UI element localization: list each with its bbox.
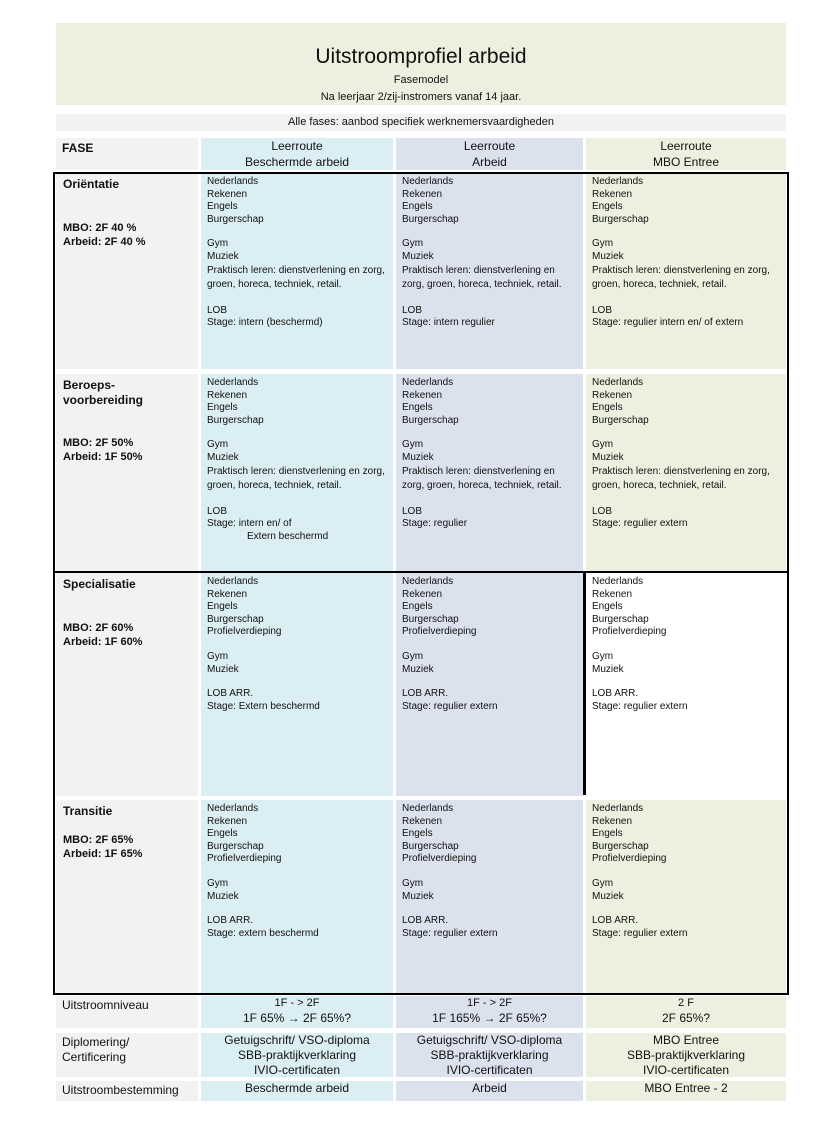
subject-item: Muziek [402,890,434,902]
phase-label [56,173,198,369]
route-cell-arbeid [396,573,583,796]
subject-item: Profielverdieping [402,853,477,865]
phase-stat-arbeid: Arbeid: 1F 60% [63,636,143,648]
subject-item: Burgerschap [207,213,264,225]
lob-item: LOB ARR. [402,915,449,927]
praktisch-leren-text: Praktisch leren: dienstverlening en zorg, groen, horeca, techniek, retail. [592,465,770,492]
lob-item: LOB [402,304,423,316]
subject-item: Muziek [207,451,239,463]
outcome-cell-mbo [586,996,786,1028]
subject-item: Rekenen [207,588,248,600]
subject-item: Nederlands [402,803,454,814]
route-header-mbo [586,138,786,170]
stage-item: Stage: regulier extern [592,927,688,939]
subject-item: Muziek [592,663,624,675]
outcome-cell-mbo [586,1033,786,1077]
stage-item: Stage: extern beschermd [207,927,319,939]
route-header-arbeid [396,138,583,170]
outcome-cell-arbeid [396,996,583,1028]
subject-item: Burgerschap [402,414,459,426]
stage-item: Stage: regulier extern [592,518,688,530]
route-cell-beschermde [201,173,393,369]
outcome-cell-mbo [586,1081,786,1101]
subject-item: Muziek [207,663,239,675]
subject-item: Muziek [207,890,239,902]
subject-item: Muziek [402,451,434,463]
subject-item: Muziek [592,890,624,902]
subject-item: Gym [592,877,614,889]
subject-item: Burgerschap [207,840,264,852]
subject-item: Nederlands [207,176,259,187]
subject-item: Burgerschap [592,213,649,225]
subject-item: Engels [207,402,238,414]
subject-item: Burgerschap [207,613,264,625]
subject-item: Engels [592,402,623,414]
subject-item: Gym [592,238,614,250]
subject-item: Gym [402,877,424,889]
route-cell-arbeid [396,800,583,994]
phase-label [56,800,198,994]
outcome-cell-arbeid [396,1033,583,1077]
praktisch-leren-text: Praktisch leren: dienstverlening en zorg, groen, horeca, techniek, retail. [207,264,385,291]
route-header-line1: Leerroute [463,139,516,153]
subject-item: Rekenen [592,188,633,200]
subject-item: Burgerschap [402,213,459,225]
phase-name: Specialisatie [63,577,136,591]
subject-item: Profielverdieping [592,853,667,865]
subject-item: Nederlands [402,576,454,587]
route-header-beschermde [201,138,393,170]
subject-item: Engels [592,201,623,213]
outcome-line: 2 F [678,997,694,1009]
lob-item: LOB ARR. [402,688,449,700]
subject-item: Nederlands [402,176,454,187]
phase-name-line2: voorbereiding [63,393,144,407]
outcome-label: Diplomering/ Certificering [56,1033,198,1077]
subject-item: Nederlands [207,377,259,388]
outcome-line: Arbeid [472,1081,507,1095]
stage-item: Stage: intern regulier [402,317,495,329]
outcome-line: 1F - > 2F [467,997,512,1009]
subject-item: Nederlands [402,377,454,388]
route-cell-arbeid [396,374,583,571]
phase-stat-mbo: MBO: 2F 50% [63,437,134,449]
subject-item: Rekenen [207,815,248,827]
subject-item: Nederlands [592,803,644,814]
subject-item: Nederlands [592,377,644,388]
subject-item: Engels [402,601,433,613]
outcome-cell-arbeid [396,1081,583,1101]
stage-item: Stage: regulier extern [402,700,498,712]
outcome-line: MBO Entree - 2 [644,1081,728,1095]
subject-item: Engels [402,402,433,414]
subject-item: Burgerschap [592,414,649,426]
stage-item: Stage: regulier [402,518,468,530]
subject-item: Rekenen [402,588,443,600]
subject-item: Engels [592,601,623,613]
stage-item: Stage: Extern beschermd [207,700,320,712]
subject-item: Burgerschap [592,613,649,625]
subject-item: Rekenen [207,389,248,401]
subject-item: Burgerschap [207,414,264,426]
stage-item-cont: Extern beschermd [247,530,329,542]
subject-item: Engels [207,601,238,613]
outcome-line: MBO Entree [652,1033,720,1047]
route-cell-mbo [586,573,786,796]
route-header-line1: Leerroute [660,139,712,153]
lob-item: LOB [592,505,613,517]
route-header-line2: MBO Entree [652,155,720,169]
stage-item: Stage: intern (beschermd) [207,317,323,329]
stage-item: Stage: regulier extern [402,927,498,939]
subject-item: Rekenen [402,188,443,200]
outcome-line: SBB-praktijkverklaring [237,1048,357,1062]
subject-item: Muziek [402,663,434,675]
stage-item: Stage: intern en/ of [207,518,292,530]
route-header-line2: Arbeid [472,155,507,169]
praktisch-leren-text: Praktisch leren: dienstverlening en zorg, groen, horeca, techniek, retail. [402,465,562,492]
stage-item: Stage: regulier extern [592,700,688,712]
phase-stat-arbeid: Arbeid: 2F 40 % [63,236,146,248]
route-header-line1: Leerroute [271,139,323,153]
subject-item: Burgerschap [402,840,459,852]
phase-stat-arbeid: Arbeid: 1F 65% [63,848,143,860]
outcome-line: IVIO-certificaten [642,1063,730,1077]
outcome-label: Uitstroombestemming [56,1081,198,1101]
divider-line [53,571,789,573]
subject-item: Rekenen [592,588,633,600]
lob-item: LOB [402,505,423,517]
outcome-line: 1F 165% → 2F 65%? [432,1011,547,1025]
phase-stat-mbo: MBO: 2F 65% [63,834,134,846]
subject-item: Profielverdieping [207,626,282,638]
lob-item: LOB [207,304,228,316]
praktisch-leren-text: Praktisch leren: dienstverlening en zorg, groen, horeca, techniek, retail. [402,264,562,291]
subject-item: Nederlands [592,576,644,587]
subject-item: Nederlands [592,176,644,187]
route-cell-beschermde [201,374,393,571]
subject-item: Burgerschap [592,840,649,852]
outcome-line: Getuigschrift/ VSO-diploma [224,1033,370,1047]
subject-item: Engels [207,828,238,840]
phase-stat-mbo: MBO: 2F 60% [63,622,134,634]
mbo-column-divider [583,571,586,795]
outcome-line: Getuigschrift/ VSO-diploma [416,1033,563,1047]
outcome-cell-beschermde [201,996,393,1028]
subject-item: Nederlands [207,576,259,587]
subject-item: Rekenen [592,815,633,827]
subject-item: Muziek [592,451,624,463]
fase-header: FASE [56,138,198,170]
subject-item: Engels [402,828,433,840]
lob-item: LOB [592,304,613,316]
outcome-line: 2F 65%? [661,1011,711,1025]
lob-item: LOB ARR. [592,688,639,700]
route-cell-mbo [586,374,786,571]
praktisch-leren-text: Praktisch leren: dienstverlening en zorg, groen, horeca, techniek, retail. [207,465,385,492]
outcome-line: Beschermde arbeid [244,1081,350,1095]
subject-item: Burgerschap [402,613,459,625]
phase-label [56,573,198,796]
subject-item: Profielverdieping [402,626,477,638]
route-cell-beschermde [201,573,393,796]
route-cell-mbo [586,800,786,994]
page-note: Na leerjaar 2/zij-instromers vanaf 14 jaar. [320,91,522,103]
phase-name: Transitie [63,804,113,818]
lob-item: LOB ARR. [592,915,639,927]
subject-item: Rekenen [402,389,443,401]
praktisch-leren-text: Praktisch leren: dienstverlening en zorg, groen, horeca, techniek, retail. [592,264,770,291]
page-subtitle: Fasemodel [393,74,449,86]
stage-item: Stage: regulier intern en/ of extern [592,317,744,329]
lob-item: LOB ARR. [207,915,254,927]
all-phases-banner: Alle fases: aanbod specifiek werknemersvaardigheden [56,114,786,131]
lob-item: LOB [207,505,228,517]
subject-item: Rekenen [592,389,633,401]
subject-item: Engels [592,828,623,840]
outcome-line: IVIO-certificaten [253,1063,341,1077]
title-block [56,23,786,105]
phase-stat-mbo: MBO: 2F 40 % [63,222,137,234]
subject-item: Gym [207,238,229,250]
subject-item: Gym [207,650,229,662]
subject-item: Nederlands [207,803,259,814]
subject-item: Gym [402,238,424,250]
outcome-label: Uitstroomniveau [56,996,198,1028]
outcome-line: 1F 65% → 2F 65%? [242,1011,352,1025]
outcome-line: IVIO-certificaten [446,1063,533,1077]
outcome-line: SBB-praktijkverklaring [430,1048,549,1062]
lob-item: LOB ARR. [207,688,254,700]
outcome-line: SBB-praktijkverklaring [626,1048,746,1062]
subject-item: Gym [592,439,614,451]
subject-item: Gym [402,650,424,662]
subject-item: Muziek [402,250,434,262]
subject-item: Engels [402,201,433,213]
outcome-cell-beschermde [201,1033,393,1077]
subject-item: Gym [207,439,229,451]
route-cell-beschermde [201,800,393,994]
subject-item: Gym [592,650,614,662]
route-cell-mbo [586,173,786,369]
phase-label [56,374,198,571]
subject-item: Gym [402,439,424,451]
phase-name: Oriëntatie [63,177,120,191]
outcome-line: 1F - > 2F [274,997,320,1009]
phase-stat-arbeid: Arbeid: 1F 50% [63,451,143,463]
route-header-line2: Beschermde arbeid [244,155,350,169]
subject-item: Profielverdieping [207,853,282,865]
subject-item: Gym [207,877,229,889]
outcome-cell-beschermde [201,1081,393,1101]
phase-name: Beroeps- [63,378,116,392]
subject-item: Engels [207,201,238,213]
subject-item: Rekenen [402,815,443,827]
subject-item: Profielverdieping [592,626,667,638]
page-title: Uitstroomprofiel arbeid [315,45,527,68]
subject-item: Muziek [592,250,624,262]
route-cell-arbeid [396,173,583,369]
subject-item: Muziek [207,250,239,262]
subject-item: Rekenen [207,188,248,200]
